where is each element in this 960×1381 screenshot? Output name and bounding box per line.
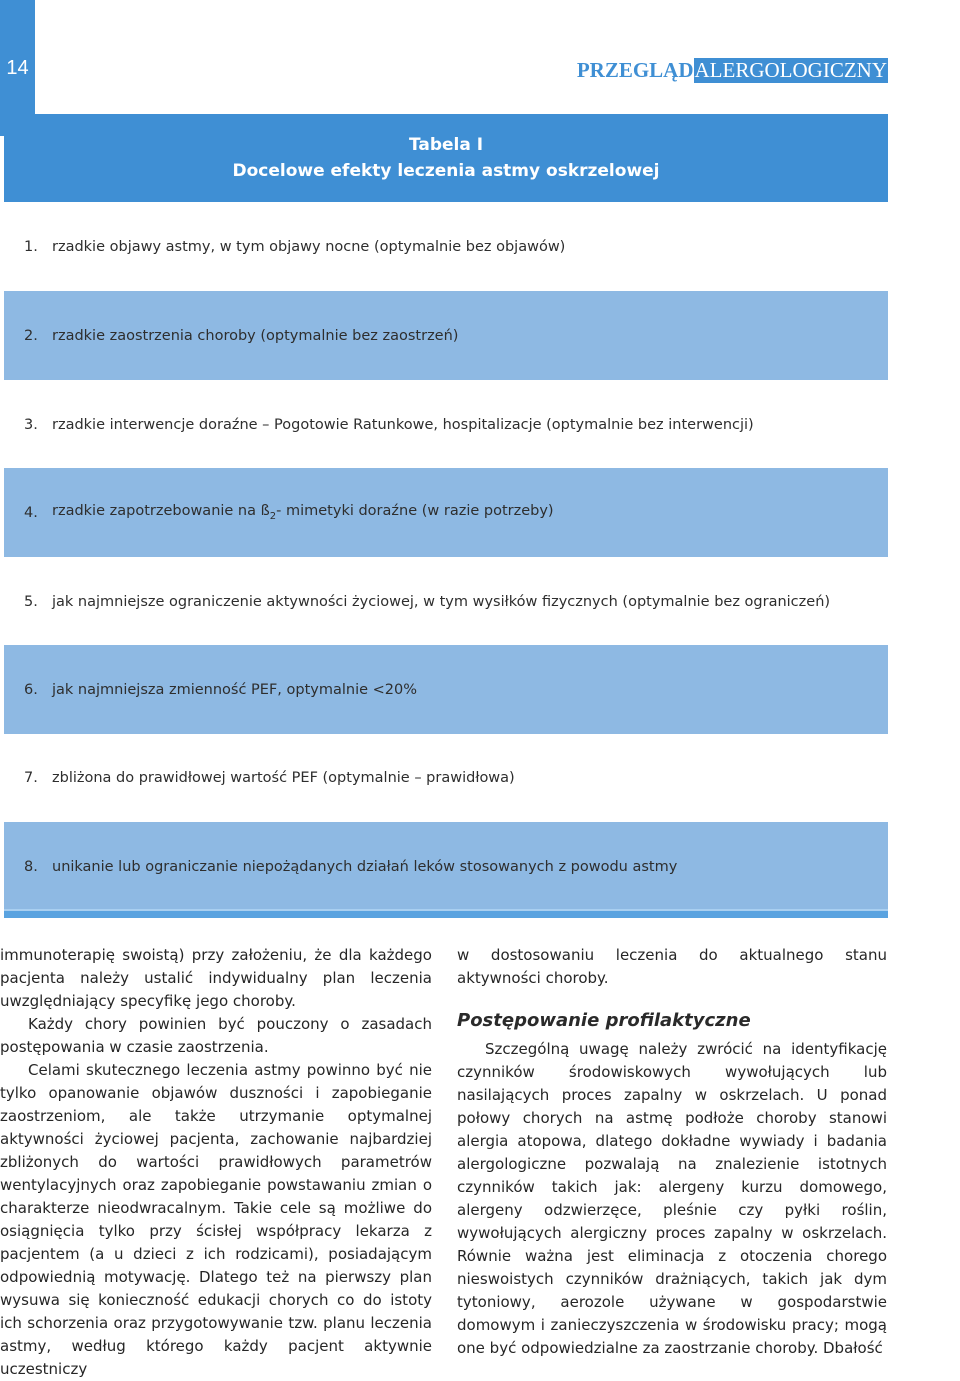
row-text: rzadkie objawy astmy, w tym objawy nocne (optymalnie bez objawów) — [52, 238, 566, 255]
row-text: rzadkie interwencje doraźne – Pogotowie Ratunkowe, hospitalizacje (optymalnie bez interwencji) — [52, 416, 754, 433]
table-bottom-rule — [4, 909, 888, 918]
row-number: 1. — [24, 238, 38, 255]
paragraph: w dostosowaniu leczenia do aktualnego stanu aktywności choroby. — [457, 946, 887, 987]
row-text — [52, 503, 554, 522]
table-header — [4, 114, 888, 202]
section-heading: Postępowanie profilaktyczne — [457, 1010, 751, 1031]
row-number: 3. — [24, 416, 38, 433]
row-number: 4. — [24, 504, 38, 521]
table-title: Docelowe efekty leczenia astmy oskrzelowej — [232, 161, 660, 181]
paragraph: immunoterapię swoistą) przy założeniu, że dla każdego pacjenta należy ustalić indywidualny plan leczenia uwzględniający specyfikę jego choroby. — [0, 946, 432, 1010]
row-text-before: rzadkie zapotrzebowanie na ß — [52, 503, 270, 520]
row-number: 8. — [24, 858, 38, 875]
row-number: 6. — [24, 681, 38, 698]
row-number: 7. — [24, 769, 38, 786]
row-number: 2. — [24, 327, 38, 344]
page-number: 14 — [0, 0, 35, 136]
table-row — [4, 291, 888, 380]
table-row — [4, 380, 888, 469]
paragraph: Celami skutecznego leczenia astmy powinno być nie tylko opanowanie objawów duszności i zapobieganie zaostrzeniom, ale także utrzymanie optymalnej aktywności życiowej pacjenta, zachowanie najbardziej zbliżonych do wartości prawidłowych parametrów wentylacyjnych oraz zapobieganie powstawaniu zmian o charakterze nieodwracalnym. Takie cele są możliwe do osiągnięcia tylko przy ścisłej współpracy lekarza z pacjentem (a u dzieci z ich rodzicami), posiadającym odpowiednią motywację. Dlatego też na pierwszy plan wysuwa się konieczność edukacji chorych co do istoty ich schorzenia oraz przygotowywanie tzw. planu leczenia astmy, według którego każdy pacjent aktywnie uczestniczy — [0, 1061, 432, 1378]
row-number: 5. — [24, 593, 38, 610]
row-text: unikanie lub ograniczanie niepożądanych działań leków stosowanych z powodu astmy — [52, 858, 678, 875]
table-row — [4, 557, 888, 646]
row-text: jak najmniejsze ograniczenie aktywności życiowej, w tym wysiłków fizycznych (optymalnie bez ograniczeń) — [52, 593, 831, 610]
table-label: Tabela I — [408, 135, 484, 155]
row-text: zbliżona do prawidłowej wartość PEF (optymalnie – prawidłowa) — [52, 769, 515, 786]
row-text: rzadkie zaostrzenia choroby (optymalnie bez zaostrzeń) — [52, 327, 459, 344]
row-text-subscript: 2 — [269, 510, 277, 522]
table-row — [4, 202, 888, 291]
table-row — [4, 733, 888, 822]
table-row — [4, 468, 888, 557]
table-row — [4, 822, 888, 911]
journal-title-bold: PRZEGLĄD — [576, 57, 694, 82]
paragraph: Każdy chory powinien być pouczony o zasadach postępowania w czasie zaostrzenia. — [0, 1015, 432, 1056]
journal-title — [577, 57, 888, 83]
left-column — [0, 944, 432, 1381]
right-column — [457, 944, 887, 1360]
table-row — [4, 645, 888, 734]
journal-title-boxed: ALERGOLOGICZNY — [694, 57, 887, 82]
row-text-after: - mimetyki doraźne (w razie potrzeby) — [276, 503, 554, 520]
paragraph: Szczególną uwagę należy zwrócić na identyfikację czynników środowiskowych wywołujących lub nasilających proces zapalny w oskrzelach. U ponad połowy chorych na astmę podłoże choroby stanowi alergia atopowa, dlatego dokładne wywiady i badania alergologiczne pozwalają na znalezienie istotnych czynników takich jak: alergeny kurzu domowego, alergeny odzwierzęce, pleśnie czy pyłki roślin, wywołujących alergiczny proces zapalny w oskrzelach. Równie ważna jest eliminacja z otoczenia chorego nieswoistych czynników drażniących, takich jak dym tytoniowy, aerozole używane w gospodarstwie domowym i zanieczyszczenia w środowisku pracy; mogą one być odpowiedzialne za zaostrzanie choroby. Dbałość — [457, 1040, 887, 1357]
row-text: jak najmniejsza zmienność PEF, optymalnie <20% — [52, 681, 418, 698]
